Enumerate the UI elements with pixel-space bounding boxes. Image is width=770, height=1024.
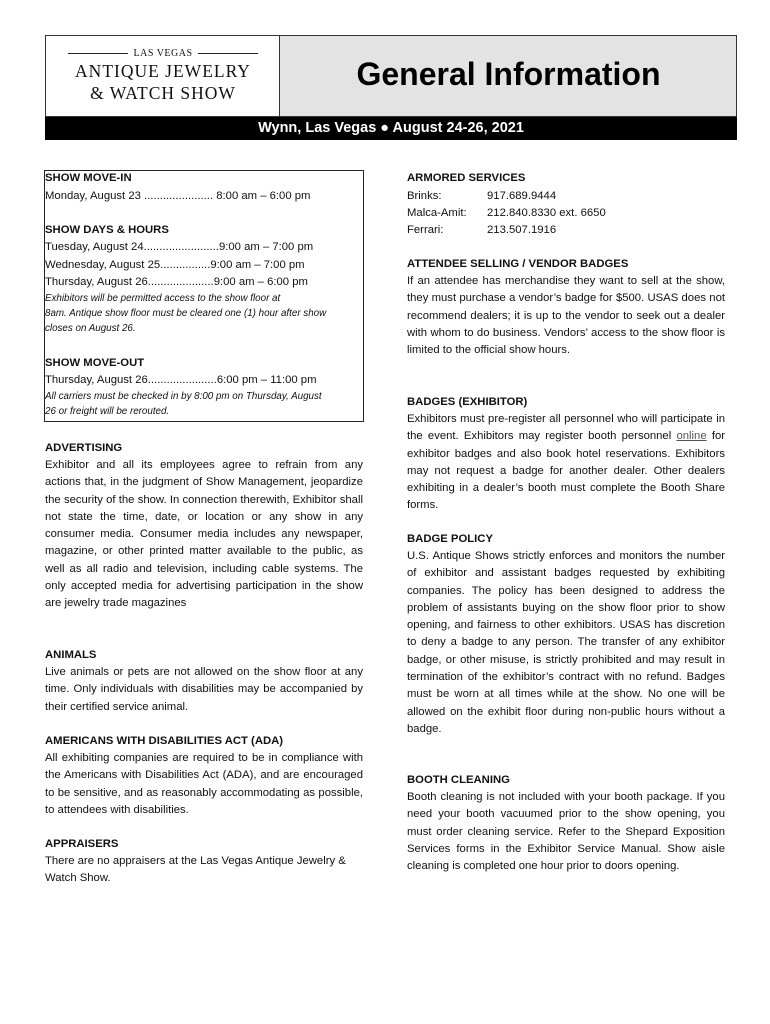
show-day-label: Wednesday, August 25 [45,259,161,271]
show-day-label: Thursday, August 26 [45,276,148,288]
show-day-time: 9:00 am – 7:00 pm [210,259,305,271]
show-day-row [45,239,363,256]
event-banner: Wynn, Las Vegas ● August 24-26, 2021 [45,117,737,140]
move-out-dots: ...................... [147,374,217,386]
logo-top-line [68,46,258,60]
advertising-body: Exhibitor and all its employees agree to refrain from any actions that, in the judgment of Show Management, jeopardize the security of the show. In connection therewith, Exhibitor shall not state the time, date, or location or any show in any consumer media. Consumer media includes any newspaper, magazine, or other printed matter available to the public, as well as all radio and television, including cable systems. The only accepted media for advertising participation in the show are jewelry trade magazines [45,459,363,610]
armored-heading: ARMORED SERVICES [407,172,526,184]
show-days-note-2: 8am. Antique show floor must be cleared one (1) hour after show [45,308,327,319]
attendee-body: If an attendee has merchandise they want to sell at the show, they must purchase a vendor’s badge for $500. USAS does not recommend dealers; it is up to the vendor to seek out a dealer with whom to do business. Vendors’ access to the show floor is limited to the official show hours. [407,275,725,357]
badges-body-before: Exhibitors must pre-register all personnel who will participate in the event. Exhibitors may register booth personnel [407,413,725,443]
move-out-note-2: 26 or freight will be rerouted. [45,406,170,417]
show-day-dots: ........................ [143,241,219,253]
advertising-heading: ADVERTISING [45,442,123,454]
ada-heading: AMERICANS WITH DISABILITIES ACT (ADA) [45,735,284,747]
page-title: General Information [356,56,661,92]
attendee-heading: ATTENDEE SELLING / VENDOR BADGES [407,258,629,270]
show-logo [46,36,280,116]
armored-name: Brinks: [407,190,442,202]
show-day-dots: ................ [160,259,211,271]
logo-line2: ANTIQUE JEWELRY [75,61,251,81]
armored-row [407,205,725,222]
move-out-time: 6:00 pm – 11:00 pm [216,374,317,386]
badges-body-after: for exhibitor badges and also book hotel reservations. Exhibitors may not request a badge for another dealer. Other dealers exhibiting in a dealer’s booth must complete the Booth Share forms. [407,430,726,512]
show-day-label: Tuesday, August 24 [45,241,144,253]
ada-body: All exhibiting companies are required to be in compliance with the Americans with Disabilities Act (ADA), and are encouraged to be sensitive, and as reasonably accommodating as possible, to attendees with disabilities. [45,752,363,816]
armored-row [407,222,725,239]
move-in-time: 8:00 am – 6:00 pm [216,190,311,202]
show-day-time: 9:00 am – 7:00 pm [218,241,314,253]
booth-cleaning-heading: BOOTH CLEANING [407,774,510,786]
animals-heading: ANIMALS [45,649,97,661]
show-day-row [45,257,363,274]
logo-rule-left [68,53,128,54]
move-out-row [45,372,363,389]
badges-heading: BADGES (EXHIBITOR) [407,396,528,408]
animals-body: Live animals or pets are not allowed on the show floor at any time. Only individuals with disabilities may be accompanied by their certified service animal. [45,666,363,713]
logo-rule-right [198,53,258,54]
armored-phone: 213.507.1916 [487,224,557,236]
online-link[interactable]: online [676,430,707,443]
document-header [45,35,737,117]
move-out-label: Thursday, August 26 [45,374,148,386]
appraisers-heading: APPRAISERS [45,838,119,850]
move-in-label: Monday, August 23 [45,190,141,202]
badge-policy-heading: BADGE POLICY [407,533,493,545]
appraisers-body: There are no appraisers at the Las Vegas Antique Jewelry & Watch Show. [45,855,346,885]
armored-row [407,188,725,205]
move-out-note-1: All carriers must be checked in by 8:00 pm on Thursday, August [45,391,322,402]
move-in-row [45,188,363,205]
logo-line3: & WATCH SHOW [90,83,236,103]
show-day-dots: ..................... [147,276,214,288]
show-days-note-3: closes on August 26. [45,323,136,334]
show-day-row [45,274,363,291]
armored-phone: 917.689.9444 [487,190,557,202]
move-out-heading: SHOW MOVE-OUT [45,357,145,369]
badges-body [407,411,725,515]
show-days-note-1: Exhibitors will be permitted access to the show floor at [45,293,281,304]
badge-policy-body: U.S. Antique Shows strictly enforces and monitors the number of exhibitor and assistant badges requested by exhibiting companies. The policy has been designed to address the problem of assistants buying on the show floor prior to show opening, and fairness to other exhibitors. USAS has discretion to deny a badge to any person. The transfer of any exhibitor badge, or other misuse, is strictly prohibited and may result in termination of the exhibitor’s contract with no refund. Badges must be worn at all times while at the show. No one will be allowed on the exhibit floor during non-public hours without a badge. [407,550,725,735]
show-days-heading: SHOW DAYS & HOURS [45,224,169,236]
show-day-time: 9:00 am – 6:00 pm [213,276,308,288]
move-in-heading: SHOW MOVE-IN [45,172,132,184]
armored-phone: 212.840.8330 ext. 6650 [487,207,606,219]
booth-cleaning-body: Booth cleaning is not included with your booth package. If you need your booth vacuumed prior to the show opening, you must order cleaning service. Refer to the Shepard Exposition Services forms in the Exhibitor Service Manual. Show aisle cleaning is completed one hour prior to doors opening. [407,791,725,873]
armored-name: Malca-Amit: [407,207,467,219]
move-in-dots: ...................... [144,190,214,202]
logo-line1: LAS VEGAS [133,47,193,59]
armored-name: Ferrari: [407,224,444,236]
